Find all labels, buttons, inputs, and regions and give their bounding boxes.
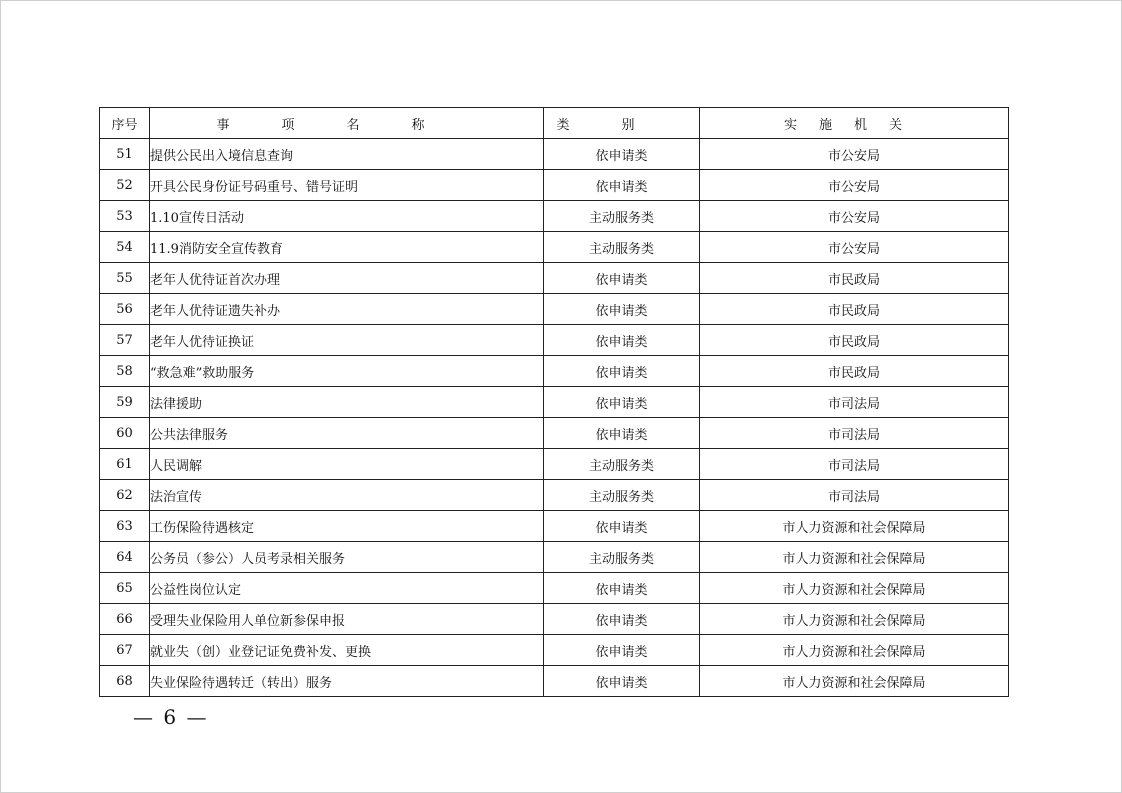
item-category: 主动服务类 xyxy=(544,542,700,573)
table-row xyxy=(100,232,1009,263)
table-row xyxy=(100,170,1009,201)
row-number: 67 xyxy=(100,635,150,666)
item-name: 就业失（创）业登记证免费补发、更换 xyxy=(150,635,544,666)
row-number: 65 xyxy=(100,573,150,604)
table-row xyxy=(100,418,1009,449)
item-agency: 市民政局 xyxy=(700,325,1009,356)
row-number: 57 xyxy=(100,325,150,356)
item-category: 依申请类 xyxy=(544,263,700,294)
item-category: 依申请类 xyxy=(544,139,700,170)
table-row xyxy=(100,573,1009,604)
table-row xyxy=(100,356,1009,387)
row-number: 62 xyxy=(100,480,150,511)
row-number: 52 xyxy=(100,170,150,201)
item-category: 依申请类 xyxy=(544,604,700,635)
item-name: 公共法律服务 xyxy=(150,418,544,449)
table-row xyxy=(100,666,1009,697)
item-category: 依申请类 xyxy=(544,294,700,325)
table-header-row xyxy=(100,108,1009,139)
row-number: 61 xyxy=(100,449,150,480)
header-type: 类别 xyxy=(544,108,700,139)
item-name: 人民调解 xyxy=(150,449,544,480)
row-number: 60 xyxy=(100,418,150,449)
table-row xyxy=(100,201,1009,232)
table-row xyxy=(100,480,1009,511)
item-agency: 市民政局 xyxy=(700,263,1009,294)
item-name: 法律援助 xyxy=(150,387,544,418)
row-number: 56 xyxy=(100,294,150,325)
header-no: 序号 xyxy=(100,108,150,139)
row-number: 53 xyxy=(100,201,150,232)
table-row xyxy=(100,604,1009,635)
item-category: 主动服务类 xyxy=(544,480,700,511)
item-category: 主动服务类 xyxy=(544,232,700,263)
item-agency: 市人力资源和社会保障局 xyxy=(700,542,1009,573)
service-items-table xyxy=(99,107,1009,697)
item-name: 11.9消防安全宣传教育 xyxy=(150,232,544,263)
table-row xyxy=(100,542,1009,573)
item-category: 依申请类 xyxy=(544,170,700,201)
item-category: 依申请类 xyxy=(544,387,700,418)
table-row xyxy=(100,449,1009,480)
item-agency: 市公安局 xyxy=(700,170,1009,201)
item-category: 主动服务类 xyxy=(544,449,700,480)
item-agency: 市人力资源和社会保障局 xyxy=(700,666,1009,697)
item-category: 依申请类 xyxy=(544,356,700,387)
row-number: 66 xyxy=(100,604,150,635)
row-number: 68 xyxy=(100,666,150,697)
row-number: 54 xyxy=(100,232,150,263)
item-agency: 市公安局 xyxy=(700,232,1009,263)
item-agency: 市人力资源和社会保障局 xyxy=(700,511,1009,542)
item-name: 提供公民出入境信息查询 xyxy=(150,139,544,170)
header-name: 事项名称 xyxy=(150,108,544,139)
item-name: 公务员（参公）人员考录相关服务 xyxy=(150,542,544,573)
item-agency: 市民政局 xyxy=(700,294,1009,325)
item-name: 工伤保险待遇核定 xyxy=(150,511,544,542)
item-agency: 市人力资源和社会保障局 xyxy=(700,573,1009,604)
item-category: 依申请类 xyxy=(544,635,700,666)
table-row xyxy=(100,294,1009,325)
item-name: 开具公民身份证号码重号、错号证明 xyxy=(150,170,544,201)
item-category: 依申请类 xyxy=(544,511,700,542)
item-name: 老年人优待证遗失补办 xyxy=(150,294,544,325)
item-name: 老年人优待证首次办理 xyxy=(150,263,544,294)
item-name: 老年人优待证换证 xyxy=(150,325,544,356)
page-number: — 6 — xyxy=(133,705,209,729)
table-row xyxy=(100,387,1009,418)
item-name: 法治宣传 xyxy=(150,480,544,511)
item-name: 失业保险待遇转迁（转出）服务 xyxy=(150,666,544,697)
row-number: 58 xyxy=(100,356,150,387)
table-body xyxy=(100,139,1009,697)
item-agency: 市司法局 xyxy=(700,387,1009,418)
item-category: 依申请类 xyxy=(544,666,700,697)
row-number: 63 xyxy=(100,511,150,542)
item-agency: 市司法局 xyxy=(700,418,1009,449)
item-name: 受理失业保险用人单位新参保申报 xyxy=(150,604,544,635)
item-category: 依申请类 xyxy=(544,325,700,356)
item-agency: 市人力资源和社会保障局 xyxy=(700,635,1009,666)
item-name: 1.10宣传日活动 xyxy=(150,201,544,232)
item-agency: 市司法局 xyxy=(700,449,1009,480)
item-agency: 市司法局 xyxy=(700,480,1009,511)
row-number: 59 xyxy=(100,387,150,418)
row-number: 55 xyxy=(100,263,150,294)
item-category: 依申请类 xyxy=(544,418,700,449)
item-category: 依申请类 xyxy=(544,573,700,604)
table-row xyxy=(100,635,1009,666)
table-row xyxy=(100,511,1009,542)
item-agency: 市公安局 xyxy=(700,201,1009,232)
item-category: 主动服务类 xyxy=(544,201,700,232)
row-number: 64 xyxy=(100,542,150,573)
row-number: 51 xyxy=(100,139,150,170)
table-row xyxy=(100,263,1009,294)
header-agency: 实施机关 xyxy=(700,108,1009,139)
item-name: 公益性岗位认定 xyxy=(150,573,544,604)
item-agency: 市公安局 xyxy=(700,139,1009,170)
item-agency: 市人力资源和社会保障局 xyxy=(700,604,1009,635)
table-row xyxy=(100,325,1009,356)
item-agency: 市民政局 xyxy=(700,356,1009,387)
table-row xyxy=(100,139,1009,170)
item-name: “救急难”救助服务 xyxy=(150,356,544,387)
